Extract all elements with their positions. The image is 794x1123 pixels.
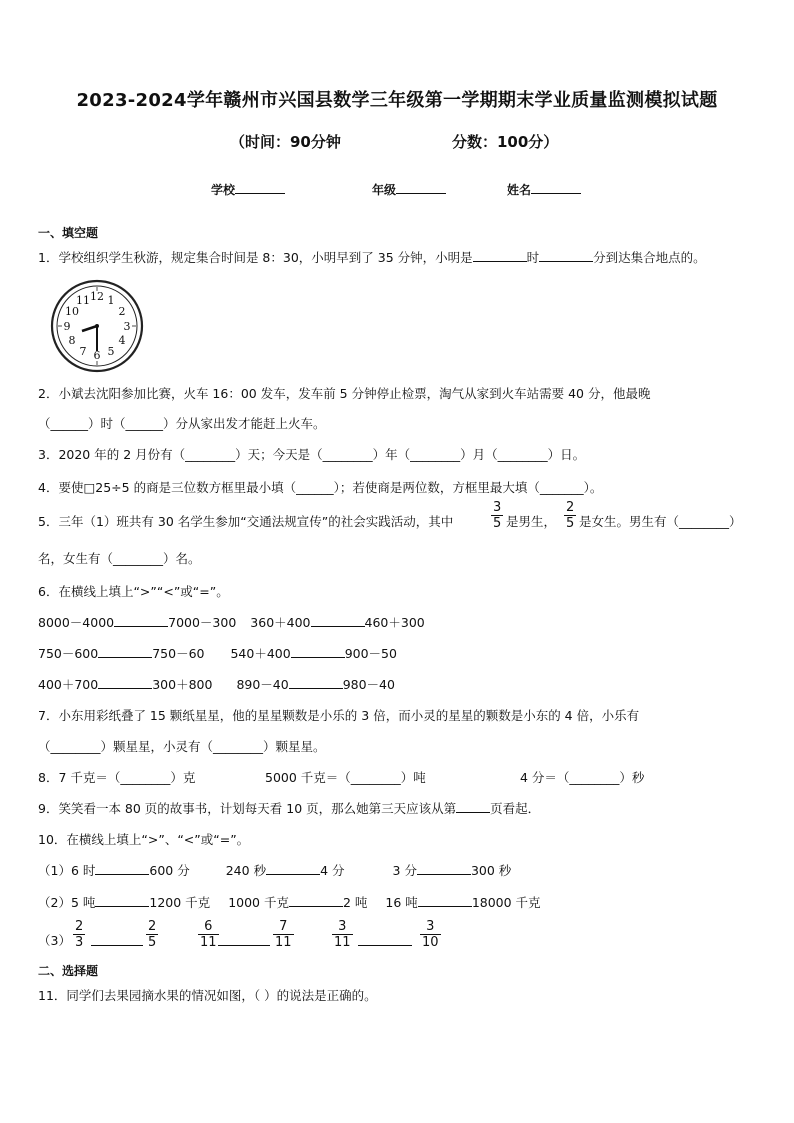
q10-r1-c: 240 秒 (225, 863, 267, 878)
q6-r3-blank-1[interactable] (98, 677, 152, 689)
time-limit: （时间：90分钟 (230, 133, 341, 151)
q6-r1-left-2: 360＋400 (250, 615, 311, 630)
grade-blank[interactable] (396, 182, 446, 194)
q10-r1-blank-1[interactable] (95, 863, 149, 875)
q10-fe-numerator: 3 (332, 919, 353, 935)
question-11: 11．同学们去果园摘水果的情况如图，（ ）的说法是正确的。 (38, 988, 377, 1003)
q10-r2-f: 18000 千克 (471, 895, 541, 910)
q10-fb-numerator: 2 (148, 919, 157, 934)
q6-r3-right-2: 980－40 (342, 677, 395, 692)
q10-r2-blank-1[interactable] (95, 895, 149, 907)
q6-row-3 (38, 677, 395, 693)
clock-hour-hand (82, 326, 97, 331)
q10-row-2 (38, 895, 541, 911)
q1-hour-label: 时 (526, 250, 540, 265)
q10-fa-denominator: 3 (75, 935, 84, 950)
q1-blank-minute[interactable] (539, 250, 593, 262)
q10-fraction-b (146, 919, 158, 950)
question-7-line-2: （________）颗星星，小灵有（________）颗星星。 (38, 739, 326, 754)
question-5-mid: 是男生， (506, 514, 557, 529)
q6-row-1 (38, 615, 425, 631)
q10-ff-numerator: 3 (420, 919, 441, 935)
q10-fc-numerator: 6 (198, 919, 219, 935)
q10-fraction-c (198, 919, 219, 950)
q9-text: 9．笑笑看一本 80 页的故事书，计划每天看 10 页，那么她第三天应该从第 (38, 801, 457, 816)
clock-num-11: 11 (76, 294, 90, 307)
clock-num-2: 2 (118, 305, 126, 318)
question-5-line-2: 名，女生有（________）名。 (38, 551, 201, 566)
q6-r1-left: 8000－4000 (38, 615, 115, 630)
q10-r1-d: 4 分 (320, 863, 345, 878)
q6-r2-blank-2[interactable] (291, 646, 345, 658)
q10-r3-blank-3[interactable] (358, 934, 412, 946)
clock-num-7: 7 (79, 345, 87, 358)
q10-fraction-d (273, 919, 294, 950)
q10-r1-b: 600 分 (149, 863, 190, 878)
clock-num-1: 1 (107, 294, 115, 307)
q5-f2-denominator: 5 (566, 516, 575, 531)
question-2-line-1: 2．小斌去沈阳参加比赛，火车 16：00 发车，发车前 5 分钟停止检票，淘气从家到火车站需要 40 分，他最晚 (38, 386, 651, 401)
q5-f2-numerator: 2 (566, 500, 575, 515)
q10-r2-blank-2[interactable] (289, 895, 343, 907)
section-multiple-choice: 二、选择题 (38, 964, 99, 978)
clock-num-3: 3 (123, 320, 131, 333)
q10-fraction-f (420, 919, 441, 950)
q6-r2-right: 750－60 (152, 646, 205, 661)
q10-fb-denominator: 5 (148, 935, 157, 950)
q6-r1-right-2: 460＋300 (364, 615, 425, 630)
q10-r3-prefix: （3） (38, 933, 71, 948)
q10-r3-blank-1[interactable] (91, 934, 143, 946)
q10-r2-b: 1200 千克 (149, 895, 211, 910)
q10-r2-c: 1000 千克 (228, 895, 289, 910)
q10-r2-d: 2 吨 (342, 895, 368, 910)
q5-fraction-girls (564, 500, 576, 531)
q10-fd-denominator: 11 (275, 935, 292, 950)
q10-r1-blank-3[interactable] (417, 863, 471, 875)
q5-f1-denominator: 5 (493, 516, 502, 531)
q9-tail: 页看起． (490, 801, 541, 816)
question-9 (38, 801, 540, 817)
question-10-title: 10．在横线上填上“>”、“<”或“=”。 (38, 832, 250, 847)
clock-num-5: 5 (107, 345, 115, 358)
q6-r3-left: 400＋700 (38, 677, 99, 692)
q6-r1-blank-2[interactable] (311, 615, 365, 627)
name-blank[interactable] (531, 182, 581, 194)
grade-label: 年级 (372, 183, 397, 197)
q5-f1-numerator: 3 (493, 500, 502, 515)
q10-r3-blank-2[interactable] (218, 934, 270, 946)
school-field (211, 181, 285, 198)
q10-r2-a: 5 吨 (70, 895, 96, 910)
question-4: 4．要使□25÷5 的商是三位数方框里最小填（______）；若使商是两位数，方框里最大填（_______）。 (38, 480, 603, 495)
question-8-c: 4 分＝（________）秒 (520, 770, 645, 785)
q1-tail: 分到达集合地点的。 (593, 250, 706, 265)
q6-r3-right: 300＋800 (152, 677, 213, 692)
q6-r1-right: 7000－300 (168, 615, 237, 630)
q10-r2-prefix: （2） (38, 895, 71, 910)
q10-fd-numerator: 7 (273, 919, 294, 935)
q6-r2-left: 750－600 (38, 646, 99, 661)
q5-fraction-boys (491, 500, 503, 531)
clock-num-8: 8 (68, 334, 76, 347)
q1-blank-hour[interactable] (473, 250, 527, 262)
q10-fc-denominator: 11 (200, 935, 217, 950)
clock-num-6: 6 (93, 349, 101, 362)
school-label: 学校 (211, 183, 236, 197)
q10-fa-numerator: 2 (75, 919, 84, 934)
q10-r1-f: 300 秒 (470, 863, 512, 878)
question-2-line-2: （______）时（______）分从家出发才能赶上火车。 (38, 416, 326, 431)
page-title: 2023-2024学年赣州市兴国县数学三年级第一学期期末学业质量监测模拟试题 (76, 90, 718, 111)
q10-r1-e: 3 分 (392, 863, 417, 878)
section-fill-in: 一、填空题 (38, 226, 99, 240)
q10-row-1 (38, 863, 511, 879)
q6-r2-blank-1[interactable] (98, 646, 152, 658)
q6-r3-blank-2[interactable] (289, 677, 343, 689)
question-7-line-1: 7．小东用彩纸叠了 15 颗纸星星，他的星星颗数是小乐的 3 倍，而小灵的星星的颗数是小东的 4 倍，小乐有 (38, 708, 640, 723)
q9-blank[interactable] (456, 801, 490, 813)
clock-image (50, 279, 144, 373)
name-field (507, 181, 581, 198)
score-total: 分数：100分） (452, 133, 559, 151)
question-5-pre: 5．三年（1）班共有 30 名学生参加“交通法规宣传”的社会实践活动，其中 (38, 514, 454, 529)
question-3: 3．2020 年的 2 月份有（________）天；今天是（________）年（________）月（________）日。 (38, 447, 586, 462)
q10-fraction-e (332, 919, 353, 950)
clock-num-12: 12 (90, 290, 104, 303)
q10-ff-denominator: 10 (422, 935, 439, 950)
question-5-post: 是女生。男生有（________） (579, 514, 742, 529)
q6-row-2 (38, 646, 397, 662)
clock-num-10: 10 (65, 305, 79, 318)
q10-r2-blank-3[interactable] (418, 895, 472, 907)
q6-r2-left-2: 540＋400 (230, 646, 291, 661)
q10-r1-prefix: （1） (38, 863, 71, 878)
question-6-title: 6．在横线上填上“>”“<”或“=”。 (38, 584, 229, 599)
q10-fe-denominator: 11 (334, 935, 351, 950)
name-label: 姓名 (507, 183, 532, 197)
q10-r1-a: 6 时 (70, 863, 96, 878)
q6-r3-left-2: 890－40 (236, 677, 289, 692)
q6-r2-right-2: 900－50 (344, 646, 397, 661)
q10-r1-blank-2[interactable] (266, 863, 320, 875)
school-blank[interactable] (235, 182, 285, 194)
q10-fraction-a (73, 919, 85, 950)
q10-r2-e: 16 吨 (385, 895, 418, 910)
question-8-b: 5000 千克＝（________）吨 (265, 770, 426, 785)
q1-text: 1．学校组织学生秋游，规定集合时间是 8：30，小明早到了 35 分钟，小明是 (38, 250, 473, 265)
clock-num-9: 9 (63, 320, 71, 333)
question-8-a: 8．7 千克＝（________）克 (38, 770, 196, 785)
clock-num-4: 4 (118, 334, 126, 347)
grade-field (372, 181, 446, 198)
question-1 (38, 250, 706, 266)
q6-r1-blank-1[interactable] (114, 615, 168, 627)
